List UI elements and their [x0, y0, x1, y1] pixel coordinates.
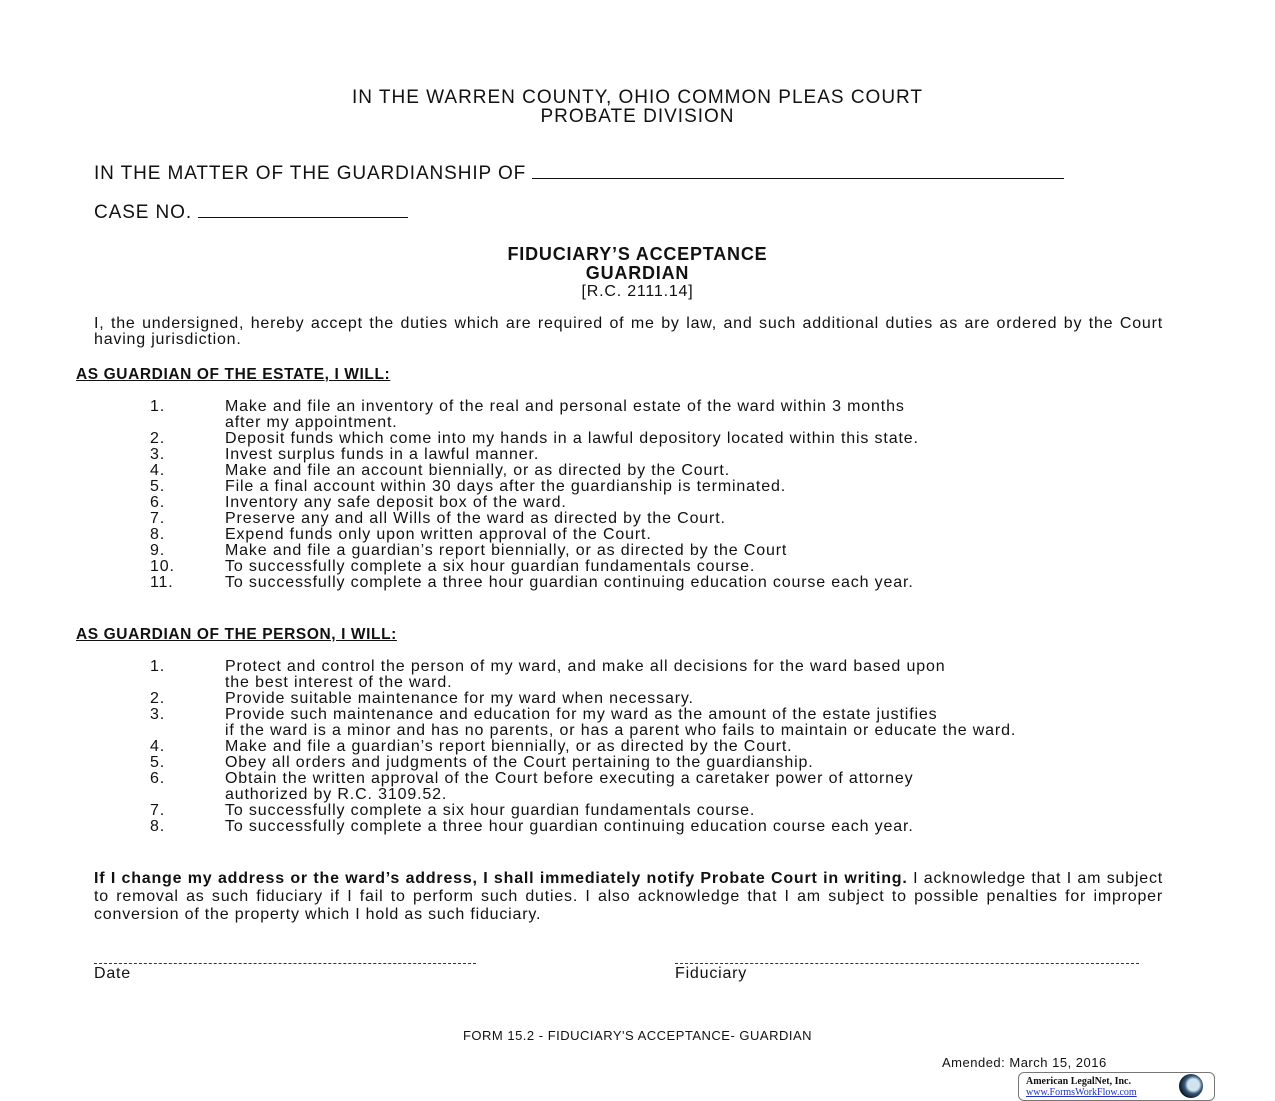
item-number: 6.	[150, 770, 166, 787]
item-number: 3.	[150, 446, 166, 463]
intro-paragraph: I, the undersigned, hereby accept the duties which are required of me by law, and such additional duties as are ordered by the Court having jurisdiction.	[94, 315, 1163, 348]
item-number: 9.	[150, 542, 166, 559]
item-text: To successfully complete a three hour guardian continuing education course each year.	[225, 574, 914, 591]
item-text: authorized by R.C. 3109.52.	[225, 786, 448, 803]
item-text: To successfully complete a three hour guardian continuing education course each year.	[225, 818, 914, 835]
fiduciary-signature-line[interactable]	[675, 963, 1139, 964]
item-text: Inventory any safe deposit box of the ward.	[225, 494, 567, 511]
court-name: IN THE WARREN COUNTY, OHIO COMMON PLEAS COURT	[351, 87, 924, 108]
person-heading: AS GUARDIAN OF THE PERSON, I WILL:	[76, 626, 397, 643]
item-text: Provide such maintenance and education for my ward as the amount of the estate justifies	[225, 706, 938, 723]
item-number: 2.	[150, 690, 166, 707]
item-text: Expend funds only upon written approval of the Court.	[225, 526, 652, 543]
item-number: 3.	[150, 706, 166, 723]
case-label: CASE NO.	[94, 202, 192, 223]
item-text: the best interest of the ward.	[225, 674, 453, 691]
notice-paragraph	[94, 870, 1163, 924]
item-text: Invest surplus funds in a lawful manner.	[225, 446, 540, 463]
form-number: FORM 15.2 - FIDUCIARY'S ACCEPTANCE- GUARDIAN	[462, 1028, 813, 1043]
amended-date: Amended: March 15, 2016	[942, 1055, 1107, 1070]
item-text: Preserve any and all Wills of the ward as directed by the Court.	[225, 510, 726, 527]
item-number: 8.	[150, 818, 166, 835]
item-text: Obtain the written approval of the Court before executing a caretaker power of attorney	[225, 770, 914, 787]
item-number: 5.	[150, 754, 166, 771]
form-title: FIDUCIARY’S ACCEPTANCE	[507, 244, 768, 264]
item-number: 1.	[150, 658, 166, 675]
item-number: 10.	[150, 558, 175, 575]
item-number: 4.	[150, 738, 166, 755]
statute-reference: [R.C. 2111.14]	[581, 283, 694, 300]
item-number: 11.	[150, 574, 174, 591]
globe-icon	[1179, 1074, 1203, 1098]
notice-text: I acknowledge that I am subject to removal as such fiduciary if I fail to perform such duties. I also acknowledge that I am subject to possible penalties for improper conversion of the property which I hold as such fiduciary.	[94, 870, 1163, 923]
court-division: PROBATE DIVISION	[540, 106, 735, 127]
item-text: Obey all orders and judgments of the Court pertaining to the guardianship.	[225, 754, 814, 771]
notice-bold: If I change my address or the ward’s address, I shall immediately notify Probate Court in writing.	[94, 870, 908, 887]
item-text: after my appointment.	[225, 414, 398, 431]
item-number: 7.	[150, 802, 166, 819]
item-number: 4.	[150, 462, 166, 479]
matter-line	[94, 163, 1064, 185]
form-subtitle: GUARDIAN	[585, 263, 690, 283]
case-number-field[interactable]	[198, 217, 408, 218]
item-text: Deposit funds which come into my hands in a lawful depository located within this state.	[225, 430, 919, 447]
item-text: Make and file a guardian’s report biennially, or as directed by the Court	[225, 542, 788, 559]
item-number: 7.	[150, 510, 166, 527]
ward-name-field[interactable]	[532, 178, 1064, 179]
item-number: 8.	[150, 526, 166, 543]
fiduciary-label: Fiduciary	[675, 965, 748, 982]
item-number: 6.	[150, 494, 166, 511]
logo-name: American LegalNet, Inc.	[1026, 1076, 1131, 1087]
item-text: Protect and control the person of my ward, and make all decisions for the ward based upon	[225, 658, 946, 675]
case-line	[94, 202, 408, 224]
item-number: 1.	[150, 398, 166, 415]
logo-url-link[interactable]: www.FormsWorkFlow.com	[1026, 1087, 1137, 1098]
date-signature-line[interactable]	[94, 963, 476, 964]
date-label: Date	[94, 965, 131, 982]
item-text: To successfully complete a six hour guardian fundamentals course.	[225, 558, 756, 575]
matter-label: IN THE MATTER OF THE GUARDIANSHIP OF	[94, 163, 527, 184]
item-text: To successfully complete a six hour guardian fundamentals course.	[225, 802, 756, 819]
item-text: File a final account within 30 days after the guardianship is terminated.	[225, 478, 786, 495]
item-text: if the ward is a minor and has no parents, or has a parent who fails to maintain or educate the ward.	[225, 722, 1017, 739]
item-text: Provide suitable maintenance for my ward when necessary.	[225, 690, 694, 707]
estate-heading: AS GUARDIAN OF THE ESTATE, I WILL:	[76, 366, 391, 383]
item-text: Make and file an inventory of the real and personal estate of the ward within 3 months	[225, 398, 905, 415]
publisher-logo	[1018, 1072, 1215, 1101]
item-number: 2.	[150, 430, 166, 447]
item-text: Make and file an account biennially, or as directed by the Court.	[225, 462, 730, 479]
item-text: Make and file a guardian’s report biennially, or as directed by the Court.	[225, 738, 793, 755]
item-number: 5.	[150, 478, 166, 495]
